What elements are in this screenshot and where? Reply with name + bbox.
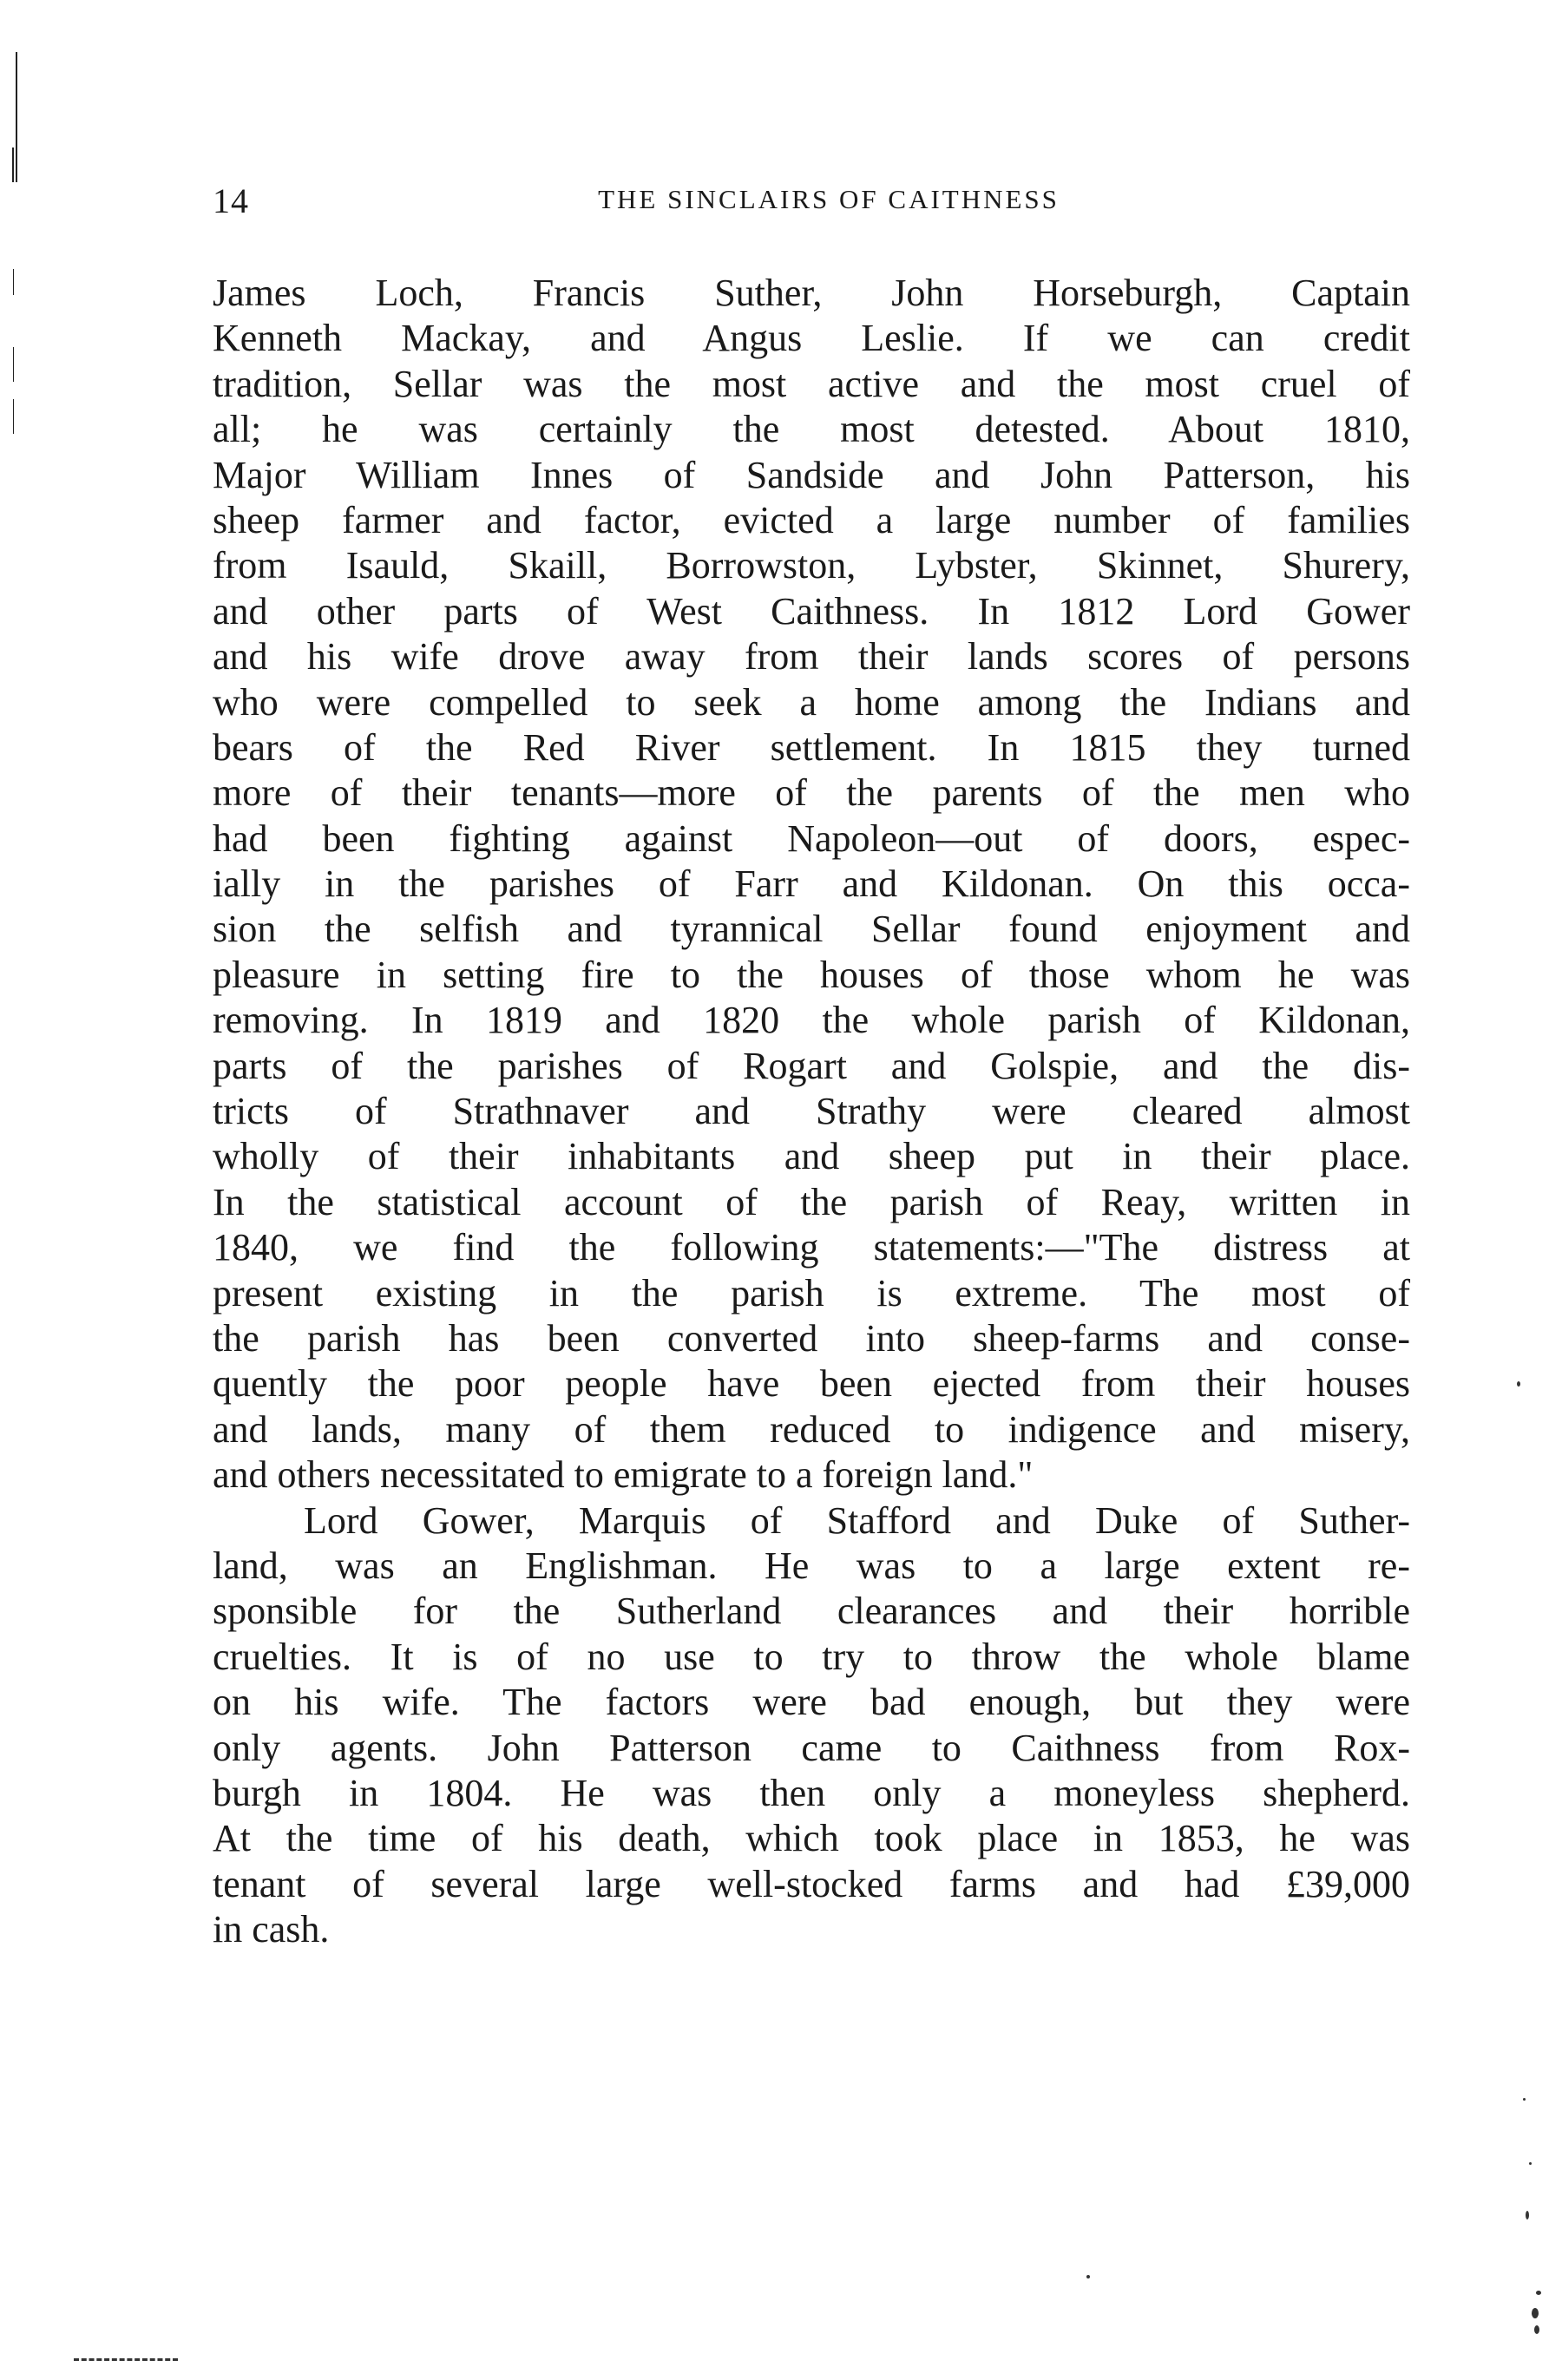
text-line: At the time of his death, which took place in 1853, he was	[213, 1817, 1410, 1860]
text-line: sion the selfish and tyrannical Sellar found enjoyment and	[213, 908, 1410, 951]
text-line: from Isauld, Skaill, Borrowston, Lybster, Skinnet, Shurery,	[213, 544, 1410, 587]
scan-speck	[1536, 2291, 1541, 2295]
text-line: Lord Gower, Marquis of Stafford and Duke of Suther-	[304, 1498, 1410, 1542]
scan-margin-line	[13, 347, 14, 382]
scan-speck	[1526, 2211, 1529, 2219]
text-line: quently the poor people have been ejected from their houses	[213, 1362, 1410, 1406]
text-line: tradition, Sellar was the most active and the most cruel of	[213, 362, 1410, 405]
text-line: sheep farmer and factor, evicted a large number of families	[213, 498, 1410, 541]
scan-speck	[1523, 2098, 1526, 2101]
text-line: and others necessitated to emigrate to a foreign land."	[213, 1453, 1034, 1497]
scan-margin-line	[16, 52, 17, 182]
text-line: and lands, many of them reduced to indigence and misery,	[213, 1407, 1410, 1451]
text-line: cruelties. It is of no use to try to throw the whole blame	[213, 1635, 1410, 1678]
text-line: bears of the Red River settlement. In 1815 they turned	[213, 725, 1410, 769]
text-line: more of their tenants—more of the parents of the men who	[213, 771, 1410, 815]
text-line: and his wife drove away from their lands scores of persons	[213, 635, 1410, 679]
scan-margin-line	[13, 269, 14, 295]
text-line: had been fighting against Napoleon—out of doors, espec-	[213, 816, 1410, 860]
text-line: wholly of their inhabitants and sheep put in their place.	[213, 1135, 1410, 1178]
text-line: present existing in the parish is extreme. The most of	[213, 1271, 1410, 1315]
scan-speck	[1529, 2162, 1532, 2165]
paragraph-1	[213, 271, 1410, 1498]
text-line: all; he was certainly the most detested. About 1810,	[213, 408, 1410, 451]
text-line: tenant of several large well-stocked farms and had £39,000	[213, 1862, 1410, 1905]
text-line: James Loch, Francis Suther, John Horseburgh, Captain	[213, 272, 1410, 314]
scan-footer-dash	[74, 2358, 178, 2364]
text-line: and other parts of West Caithness. In 1812 Lord Gower	[213, 589, 1410, 633]
text-line: burgh in 1804. He was then only a moneyless shepherd.	[213, 1771, 1410, 1814]
text-line: 1840, we find the following statements:—"The distress at	[213, 1226, 1410, 1269]
text-line: ially in the parishes of Farr and Kildonan. On this occa-	[213, 862, 1410, 906]
running-head	[213, 180, 1410, 233]
body-text	[213, 271, 1410, 1952]
scan-margin-line	[12, 148, 14, 182]
text-line: land, was an Englishman. He was to a large extent re-	[213, 1544, 1410, 1587]
text-line: removing. In 1819 and 1820 the whole parish of Kildonan,	[213, 999, 1410, 1042]
scan-speck	[1086, 2275, 1090, 2278]
paragraph-2	[213, 1498, 1410, 1953]
page-number: 14	[213, 181, 249, 220]
scan-margin-line	[13, 399, 14, 434]
text-line: who were compelled to seek a home among the Indians and	[213, 680, 1410, 724]
text-line: parts of the parishes of Rogart and Golspie, and the dis-	[213, 1044, 1410, 1087]
text-line: on his wife. The factors were bad enough, but they were	[213, 1681, 1410, 1724]
scan-speck	[1534, 2325, 1539, 2334]
running-title: THE SINCLAIRS OF CAITHNESS	[598, 184, 1060, 214]
text-line: sponsible for the Sutherland clearances and their horrible	[213, 1590, 1410, 1633]
text-line: only agents. John Patterson came to Caithness from Rox-	[213, 1726, 1410, 1769]
text-line: tricts of Strathnaver and Strathy were cleared almost	[213, 1090, 1410, 1133]
text-line: In the statistical account of the parish of Reay, written in	[213, 1180, 1410, 1223]
text-line: in cash.	[213, 1908, 330, 1951]
scan-speck	[1517, 1381, 1520, 1387]
text-line: pleasure in setting fire to the houses of those whom he was	[213, 953, 1410, 996]
text-line: Kenneth Mackay, and Angus Leslie. If we can credit	[213, 317, 1410, 360]
scan-speck	[1532, 2308, 1539, 2318]
text-line: the parish has been converted into sheep-farms and conse-	[213, 1316, 1410, 1360]
text-line: Major William Innes of Sandside and John Patterson, his	[213, 453, 1410, 496]
